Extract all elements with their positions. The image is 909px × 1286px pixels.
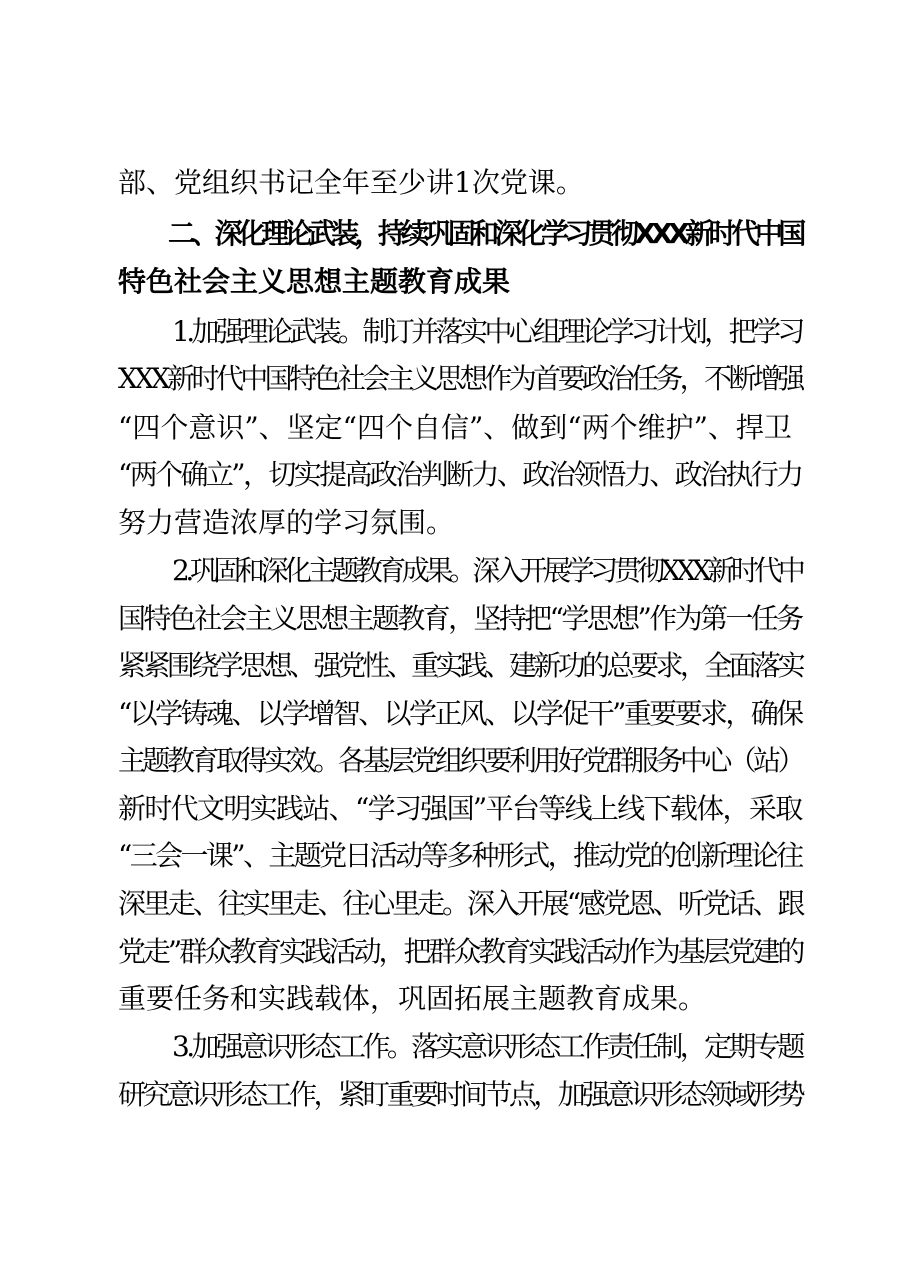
paragraph-line: 主题教育取得实效。各基层党组织要利用好党群服务中心（站） (118, 744, 803, 777)
paragraph-line: 努力营造浓厚的学习氛围。 (118, 506, 455, 539)
paragraph-line: 党走”群众教育实践活动，把群众教育实践活动作为基层党建的 (118, 935, 803, 968)
paragraph-line: 新时代文明实践站、“学习强国”平台等线上线下载体，采取 (118, 792, 802, 825)
paragraph-line: “两个确立”，切实提高政治判断力、政治领悟力、政治执行力 (118, 458, 802, 491)
paragraph-line: 紧紧围绕学思想、强党性、重实践、建新功的总要求，全面落实 (118, 649, 803, 682)
paragraph-line: XXX新时代中国特色社会主义思想作为首要政治任务，不断增强 (118, 362, 802, 395)
paragraph-line: 1.加强理论武装。制订并落实中心组理论学习计划，把学习 (172, 315, 802, 348)
paragraph-line: “以学铸魂、以学增智、以学正风、以学促干”重要要求，确保 (118, 697, 802, 730)
paragraph-line: 2.巩固和深化主题教育成果。深入开展学习贯彻XXX新时代中 (172, 554, 802, 587)
paragraph-line: 3.加强意识形态工作。落实意识形态工作责任制，定期专题 (172, 1030, 802, 1063)
paragraph-line: 重要任务和实践载体，巩固拓展主题教育成果。 (118, 982, 707, 1015)
paragraph-line: 部、党组织书记全年至少讲1次党课。 (118, 166, 584, 199)
paragraph-line: “三会一课”、主题党日活动等多种形式，推动党的创新理论往 (118, 839, 802, 872)
section-heading-line: 二、深化理论武装，持续巩固和深化学习贯彻XXX新时代中国 (168, 217, 802, 250)
section-heading-line: 特色社会主义思想主题教育成果 (118, 265, 511, 298)
paragraph-line: 研究意识形态工作，紧盯重要时间节点，加强意识形态领域形势 (118, 1078, 803, 1111)
paragraph-line: “四个意识”、坚定“四个自信”、做到“两个维护”、捍卫 (118, 411, 792, 444)
paragraph-line: 深里走、往实里走、往心里走。深入开展“感党恩、听党话、跟 (118, 887, 803, 920)
paragraph-line: 国特色社会主义思想主题教育，坚持把“学思想”作为第一任务 (118, 602, 802, 635)
